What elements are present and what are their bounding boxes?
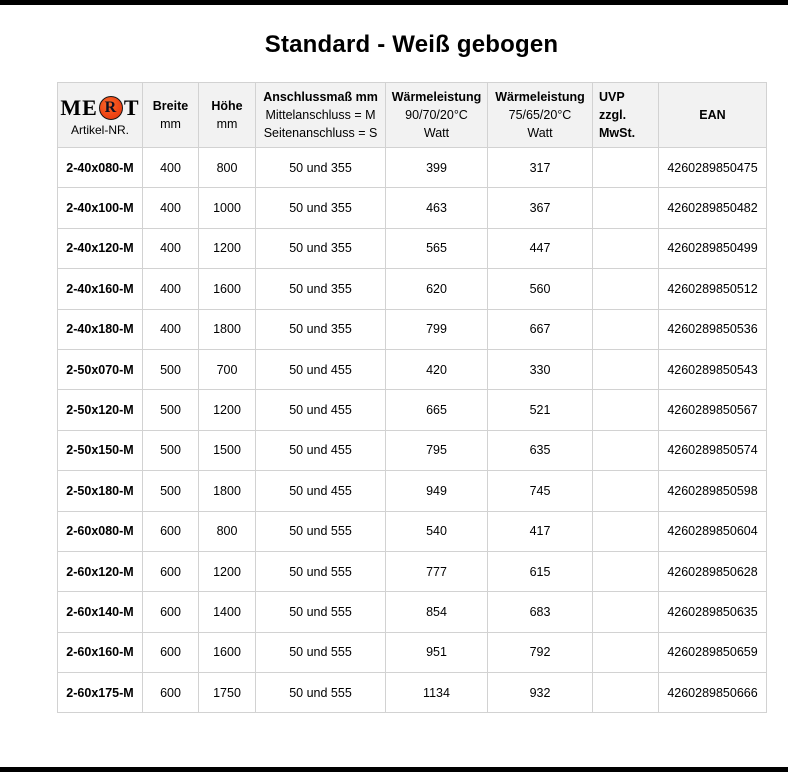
anschluss-label: Anschlussmaß mm xyxy=(263,89,378,104)
cell-watt-90-70-20: 399 xyxy=(386,148,488,188)
watt90-temp: 90/70/20°C xyxy=(405,107,468,122)
header-hoehe xyxy=(199,83,256,148)
cell-artikel-nr: 2-50x070-M xyxy=(58,349,143,389)
table-row xyxy=(58,511,767,551)
cell-watt-90-70-20: 463 xyxy=(386,188,488,228)
cell-hoehe: 1200 xyxy=(199,551,256,591)
cell-hoehe: 1750 xyxy=(199,673,256,713)
table-row xyxy=(58,592,767,632)
cell-watt-90-70-20: 620 xyxy=(386,269,488,309)
cell-watt-90-70-20: 795 xyxy=(386,430,488,470)
cell-anschlussmass: 50 und 355 xyxy=(256,148,386,188)
cell-ean: 4260289850635 xyxy=(659,592,767,632)
cell-breite: 600 xyxy=(143,673,199,713)
cell-breite: 600 xyxy=(143,511,199,551)
cell-hoehe: 1800 xyxy=(199,471,256,511)
cell-artikel-nr: 2-60x175-M xyxy=(58,673,143,713)
uvp-mwst: MwSt. xyxy=(599,126,636,141)
header-ean xyxy=(659,83,767,148)
cell-breite: 600 xyxy=(143,551,199,591)
table-row xyxy=(58,349,767,389)
cell-anschlussmass: 50 und 555 xyxy=(256,592,386,632)
cell-artikel-nr: 2-60x160-M xyxy=(58,632,143,672)
watt90-label: Wärmeleistung xyxy=(391,89,482,104)
cell-watt-90-70-20: 420 xyxy=(386,349,488,389)
logo-text-right: T xyxy=(123,95,140,120)
cell-watt-75-65-20: 792 xyxy=(488,632,593,672)
cell-watt-75-65-20: 417 xyxy=(488,511,593,551)
cell-ean: 4260289850499 xyxy=(659,228,767,268)
cell-breite: 400 xyxy=(143,148,199,188)
cell-ean: 4260289850512 xyxy=(659,269,767,309)
table-body xyxy=(58,148,767,713)
cell-watt-90-70-20: 1134 xyxy=(386,673,488,713)
cell-uvp xyxy=(593,511,659,551)
cell-watt-75-65-20: 447 xyxy=(488,228,593,268)
uvp-label: UVP xyxy=(599,89,625,104)
cell-watt-75-65-20: 317 xyxy=(488,148,593,188)
cell-breite: 500 xyxy=(143,430,199,470)
hoehe-label: Höhe xyxy=(211,98,243,113)
cell-ean: 4260289850482 xyxy=(659,188,767,228)
uvp-zzgl: zzgl. xyxy=(599,107,627,122)
cell-ean: 4260289850475 xyxy=(659,148,767,188)
cell-anschlussmass: 50 und 555 xyxy=(256,511,386,551)
hoehe-unit: mm xyxy=(216,117,238,131)
cell-artikel-nr: 2-50x150-M xyxy=(58,430,143,470)
logo-circle-r xyxy=(99,96,123,120)
cell-ean: 4260289850628 xyxy=(659,551,767,591)
cell-artikel-nr: 2-40x120-M xyxy=(58,228,143,268)
cell-uvp xyxy=(593,471,659,511)
cell-watt-90-70-20: 565 xyxy=(386,228,488,268)
header-breite xyxy=(143,83,199,148)
cell-uvp xyxy=(593,673,659,713)
cell-uvp xyxy=(593,228,659,268)
breite-label: Breite xyxy=(152,98,189,113)
logo-text-left: ME xyxy=(60,95,98,120)
cell-hoehe: 1200 xyxy=(199,228,256,268)
cell-hoehe: 800 xyxy=(199,148,256,188)
watt75-label: Wärmeleistung xyxy=(495,89,585,104)
cell-watt-75-65-20: 745 xyxy=(488,471,593,511)
cell-watt-90-70-20: 799 xyxy=(386,309,488,349)
watt75-temp: 75/65/20°C xyxy=(508,107,572,122)
top-border-bar xyxy=(0,0,788,5)
cell-artikel-nr: 2-40x180-M xyxy=(58,309,143,349)
bottom-border-bar xyxy=(0,767,788,772)
cell-hoehe: 1200 xyxy=(199,390,256,430)
cell-breite: 400 xyxy=(143,188,199,228)
mittelanschluss-note: Mittelanschluss = M xyxy=(265,107,376,122)
cell-uvp xyxy=(593,430,659,470)
cell-ean: 4260289850536 xyxy=(659,309,767,349)
cell-hoehe: 1600 xyxy=(199,632,256,672)
header-anschlussmass xyxy=(256,83,386,148)
cell-anschlussmass: 50 und 355 xyxy=(256,188,386,228)
cell-ean: 4260289850659 xyxy=(659,632,767,672)
table-row xyxy=(58,309,767,349)
cell-hoehe: 1400 xyxy=(199,592,256,632)
artikel-nr-label: Artikel-NR. xyxy=(70,123,129,137)
table-row xyxy=(58,390,767,430)
header-artikel-nr xyxy=(58,83,143,148)
cell-uvp xyxy=(593,148,659,188)
cell-watt-75-65-20: 615 xyxy=(488,551,593,591)
cell-uvp xyxy=(593,632,659,672)
table-row xyxy=(58,632,767,672)
cell-artikel-nr: 2-40x080-M xyxy=(58,148,143,188)
table-row xyxy=(58,269,767,309)
table-row xyxy=(58,188,767,228)
breite-unit: mm xyxy=(160,117,181,131)
cell-anschlussmass: 50 und 555 xyxy=(256,551,386,591)
cell-watt-90-70-20: 951 xyxy=(386,632,488,672)
cell-watt-75-65-20: 932 xyxy=(488,673,593,713)
cell-artikel-nr: 2-50x180-M xyxy=(58,471,143,511)
seitenanschluss-note: Seitenanschluss = S xyxy=(263,126,378,141)
ean-label: EAN xyxy=(699,107,726,122)
cell-breite: 500 xyxy=(143,390,199,430)
cell-watt-90-70-20: 665 xyxy=(386,390,488,430)
cell-anschlussmass: 50 und 355 xyxy=(256,269,386,309)
cell-hoehe: 800 xyxy=(199,511,256,551)
cell-uvp xyxy=(593,390,659,430)
table-row xyxy=(58,551,767,591)
cell-hoehe: 700 xyxy=(199,349,256,389)
header-waermeleistung-90 xyxy=(386,83,488,148)
cell-ean: 4260289850604 xyxy=(659,511,767,551)
cell-anschlussmass: 50 und 455 xyxy=(256,430,386,470)
cell-watt-75-65-20: 560 xyxy=(488,269,593,309)
logo-circle-letter: R xyxy=(104,99,118,116)
cell-uvp xyxy=(593,349,659,389)
cell-anschlussmass: 50 und 355 xyxy=(256,228,386,268)
cell-watt-75-65-20: 367 xyxy=(488,188,593,228)
page-title: Standard - Weiß gebogen xyxy=(264,31,559,58)
cell-watt-75-65-20: 635 xyxy=(488,430,593,470)
cell-breite: 400 xyxy=(143,309,199,349)
cell-anschlussmass: 50 und 555 xyxy=(256,632,386,672)
header-row xyxy=(58,83,767,148)
cell-artikel-nr: 2-40x160-M xyxy=(58,269,143,309)
mert-logo xyxy=(58,96,142,120)
table-row xyxy=(58,148,767,188)
cell-uvp xyxy=(593,592,659,632)
cell-hoehe: 1500 xyxy=(199,430,256,470)
cell-watt-90-70-20: 540 xyxy=(386,511,488,551)
product-table xyxy=(57,82,767,713)
cell-watt-75-65-20: 330 xyxy=(488,349,593,389)
cell-breite: 500 xyxy=(143,349,199,389)
cell-artikel-nr: 2-40x100-M xyxy=(58,188,143,228)
cell-artikel-nr: 2-60x080-M xyxy=(58,511,143,551)
cell-ean: 4260289850666 xyxy=(659,673,767,713)
cell-ean: 4260289850567 xyxy=(659,390,767,430)
table-row xyxy=(58,471,767,511)
cell-watt-75-65-20: 521 xyxy=(488,390,593,430)
cell-watt-75-65-20: 667 xyxy=(488,309,593,349)
cell-hoehe: 1800 xyxy=(199,309,256,349)
cell-anschlussmass: 50 und 355 xyxy=(256,309,386,349)
cell-anschlussmass: 50 und 455 xyxy=(256,390,386,430)
cell-watt-75-65-20: 683 xyxy=(488,592,593,632)
header-uvp xyxy=(593,83,659,148)
cell-anschlussmass: 50 und 455 xyxy=(256,471,386,511)
cell-uvp xyxy=(593,551,659,591)
cell-watt-90-70-20: 854 xyxy=(386,592,488,632)
cell-ean: 4260289850543 xyxy=(659,349,767,389)
cell-breite: 400 xyxy=(143,269,199,309)
cell-artikel-nr: 2-50x120-M xyxy=(58,390,143,430)
watt90-unit: Watt xyxy=(423,126,450,141)
cell-ean: 4260289850574 xyxy=(659,430,767,470)
header-waermeleistung-75 xyxy=(488,83,593,148)
cell-anschlussmass: 50 und 555 xyxy=(256,673,386,713)
cell-uvp xyxy=(593,269,659,309)
table-row xyxy=(58,228,767,268)
cell-ean: 4260289850598 xyxy=(659,471,767,511)
cell-watt-90-70-20: 949 xyxy=(386,471,488,511)
cell-artikel-nr: 2-60x140-M xyxy=(58,592,143,632)
cell-breite: 400 xyxy=(143,228,199,268)
table-row xyxy=(58,430,767,470)
table-header xyxy=(58,83,767,148)
cell-anschlussmass: 50 und 455 xyxy=(256,349,386,389)
cell-hoehe: 1600 xyxy=(199,269,256,309)
cell-artikel-nr: 2-60x120-M xyxy=(58,551,143,591)
cell-breite: 600 xyxy=(143,592,199,632)
table-row xyxy=(58,673,767,713)
watt75-unit: Watt xyxy=(527,126,553,141)
cell-hoehe: 1000 xyxy=(199,188,256,228)
cell-uvp xyxy=(593,188,659,228)
cell-breite: 500 xyxy=(143,471,199,511)
cell-watt-90-70-20: 777 xyxy=(386,551,488,591)
cell-uvp xyxy=(593,309,659,349)
cell-breite: 600 xyxy=(143,632,199,672)
